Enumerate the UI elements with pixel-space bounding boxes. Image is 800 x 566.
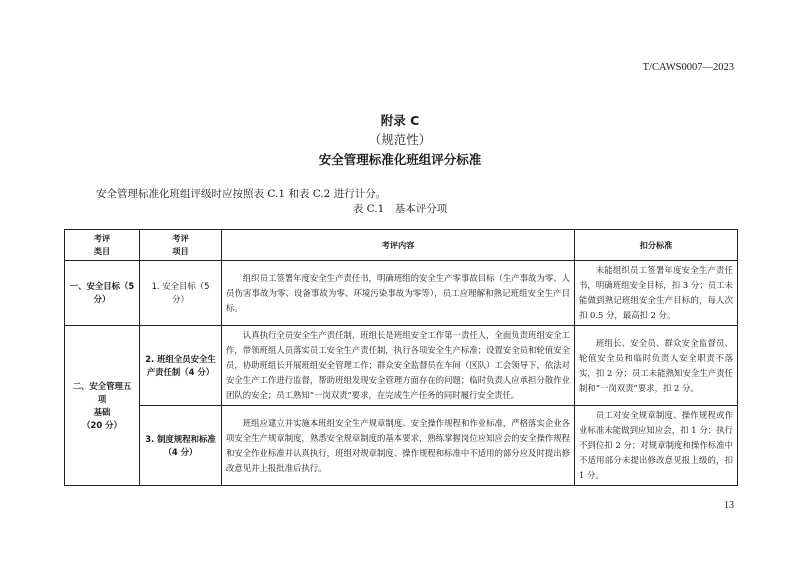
table-row: [65, 406, 738, 486]
appendix-nature: （规范性）: [368, 132, 432, 147]
header-item-line1: 考评: [172, 233, 189, 243]
item-cell: 2. 班组全员安全生产责任制（4 分）: [140, 326, 222, 406]
deduction-cell: 员工对安全规章制度、操作规程或作业标准未能做到应知应会，扣 1 分；执行不到位扣 2 分；对规章制度和操作标准中不适用部分未提出修改意见报上级的，扣 1 分。: [575, 406, 738, 486]
appendix-label: 附录 C: [380, 113, 420, 128]
deduction-cell: 未能组织员工签署年度安全生产责任书，明确班组安全目标，扣 3 分；员工未能做到熟记班组安全生产目标的，每人次扣 0.5 分，最高扣 2 分。: [575, 261, 738, 326]
category-line2: 基础: [93, 406, 111, 417]
content-cell: 认真执行全员安全生产责任制，班组长是班组安全工作第一责任人，全面负责班组安全工作，带领班组人员落实员工安全生产责任制，执行各项安全生产标准；设置安全员和轮值安全员，协助班组长开展班组安全管理工作；群众安全监督员在车间（区队）工会领导下，依法对安全生产工作进行监督，帮助班组发现安全管理方面存在的问题；临时负责人应承担分散作业团队的安全；员工熟知“一岗双责”要求，在完成生产任务的同时履行安全责任。: [222, 326, 575, 406]
appendix-title: 安全管理标准化班组评分标准: [318, 152, 482, 167]
category-cell: 一、安全目标（5分）: [65, 261, 140, 326]
table-row: [65, 261, 738, 326]
header-item-line2: 项目: [172, 246, 189, 256]
content-cell: 组织员工签署年度安全生产责任书，明确班组的安全生产零事故目标（生产事故为零、人员伤害事故为零、设备事故为零、环境污染事故为零等），员工应理解和熟记班组安全生产目标。: [222, 261, 575, 326]
header-category: [65, 230, 140, 261]
category-line3: （20 分）: [82, 419, 122, 430]
category-line1: 二、安全管理五项: [72, 380, 132, 404]
header-category-line2: 类目: [93, 246, 111, 256]
intro-paragraph: 安全管理标准化班组评级时应按照表 C.1 和表 C.2 进行计分。: [96, 188, 387, 200]
header-content: 考评内容: [222, 230, 575, 261]
document-code: T/CAWS0007—2023: [642, 62, 734, 73]
scoring-table: [64, 229, 738, 486]
item-cell: 1. 安全目标（5 分）: [140, 261, 222, 326]
header-category-line1: 考评: [93, 233, 111, 243]
content-cell: 班组应建立并实施本班组安全生产规章制度、安全操作规程和作业标准，严格落实企业各项安全生产规章制度，熟悉安全规章制度的基本要求，熟练掌握岗位应知应会的安全操作规程和安全作业标准并认真执行，班组对规章制度、操作规程和标准中不适用的部分应及时提出修改意见并上报批准后执行。: [222, 406, 575, 486]
header-deduction: 扣分标准: [575, 230, 738, 261]
page-number: 13: [724, 500, 734, 511]
table-caption: 表 C.1 基本评分项: [352, 203, 448, 215]
header-item: [140, 230, 222, 261]
table-header-row: [65, 230, 738, 261]
deduction-cell: 班组长、安全员、群众安全监督员、轮值安全员和临时负责人安全职责不落实，扣 2 分；员工未能熟知安全生产责任制和“一岗双责”要求，扣 2 分。: [575, 326, 738, 406]
item-cell: 3. 制度规程和标准（4 分）: [140, 406, 222, 486]
table-row: [65, 326, 738, 406]
category-cell: [65, 326, 140, 486]
